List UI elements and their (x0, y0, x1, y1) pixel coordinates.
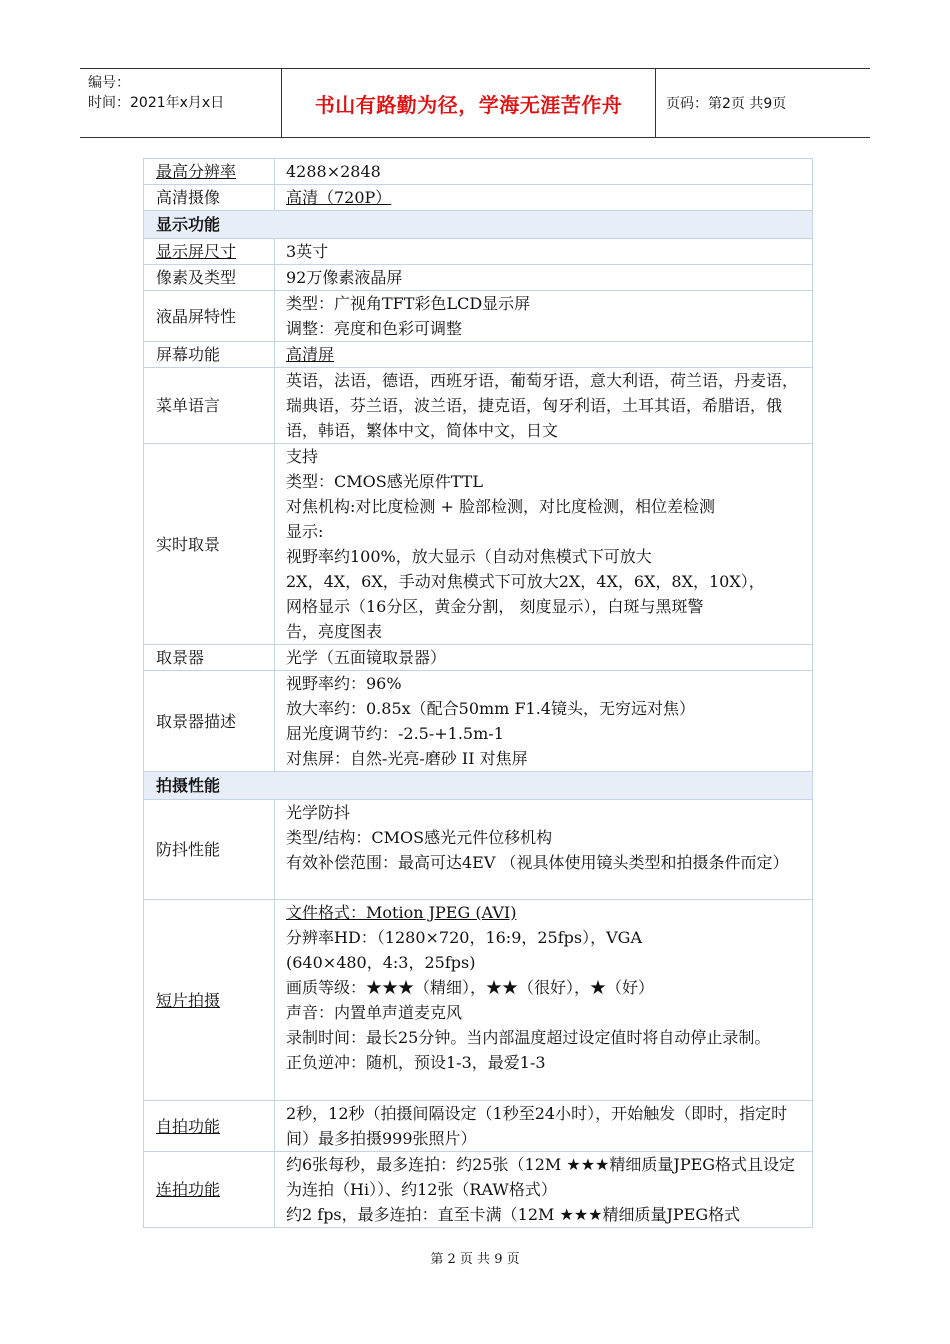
spec-value (275, 671, 813, 772)
spec-value-line: 高清屏 (286, 345, 335, 364)
spec-row (144, 900, 813, 1101)
page-footer: 第 2 页 共 9 页 (430, 1252, 520, 1267)
spec-value-line: 约2 fps，最多连拍：直至卡满（12M ★★★精细质量JPEG格式 (286, 1205, 741, 1224)
spec-label (144, 265, 275, 291)
section-title: 显示功能 (144, 211, 813, 239)
spec-table (143, 158, 813, 1228)
spec-label-text: 菜单语言 (156, 396, 221, 415)
spec-label (144, 159, 275, 185)
spec-value (275, 444, 813, 645)
spec-value (275, 291, 813, 342)
spec-value-line: 视野率约100%，放大显示（自动对焦模式下可放大 (286, 547, 652, 566)
spec-row (144, 645, 813, 671)
spec-value-line: 调整：亮度和色彩可调整 (286, 319, 463, 338)
spec-row (144, 1152, 813, 1228)
spec-label-text: 像素及类型 (156, 268, 237, 287)
spec-value-line: 光学防抖 (286, 803, 351, 822)
spec-value-line: 类型：广视角TFT彩色LCD显示屏 (286, 294, 531, 313)
spec-value-line: 类型：CMOS感光原件TTL (286, 472, 483, 491)
spec-label (144, 239, 275, 265)
spec-value-line: 高清（720P） (286, 188, 392, 207)
spec-value-line: 对焦屏：自然-光亮-磨砂 II 对焦屏 (286, 749, 528, 768)
spec-label (144, 1152, 275, 1228)
spec-value (275, 265, 813, 291)
section-row (144, 211, 813, 239)
spec-value-line: 类型/结构：CMOS感光元件位移机构 (286, 828, 553, 847)
spec-label-text: 取景器 (156, 648, 205, 667)
spec-value-line: 网格显示（16分区，黄金分割， 刻度显示），白斑与黑斑警 (286, 597, 704, 616)
spec-label-text: 实时取景 (156, 534, 221, 554)
spec-label-text: 自拍功能 (156, 1116, 221, 1136)
spec-value-line: 声音：内置单声道麦克风 (286, 1003, 463, 1022)
spec-row (144, 368, 813, 444)
spec-row (144, 239, 813, 265)
spec-value-line: 92万像素液晶屏 (286, 268, 403, 287)
spec-row (144, 185, 813, 211)
spec-value-line: 告，亮度图表 (286, 622, 383, 641)
spec-value-line: 2X，4X，6X，手动对焦模式下可放大2X，4X，6X，8X，10X）， (286, 572, 765, 591)
spec-value-line: 分辨率HD：（1280×720，16:9，25fps），VGA (286, 928, 643, 947)
spec-row (144, 265, 813, 291)
spec-row (144, 1101, 813, 1152)
page-label: 页码：第2页 共9页 (666, 96, 787, 112)
spec-value-line: 4288×2848 (286, 162, 381, 181)
section-title: 拍摄性能 (144, 772, 813, 800)
spec-label (144, 1101, 275, 1152)
spec-value-line: 约6张每秒，最多连拍：约25张（12M ★★★精细质量JPEG格式且设定为连拍（Hi））、约12张（RAW格式） (286, 1155, 796, 1199)
spec-label-text: 防抖性能 (156, 840, 221, 859)
spec-value-line: 屈光度调节约：-2.5-+1.5m-1 (286, 724, 504, 743)
spec-value-line: 3英寸 (286, 242, 329, 261)
spec-value-line: 显示: (286, 522, 324, 541)
spec-value (275, 900, 813, 1101)
spec-label-text: 取景器描述 (156, 711, 237, 731)
spec-value (275, 800, 813, 900)
spec-label (144, 444, 275, 645)
spec-value (275, 645, 813, 671)
spec-label-text: 高清摄像 (156, 188, 221, 207)
spec-label (144, 342, 275, 368)
spec-row (144, 291, 813, 342)
date-label: 时间：2021年x月x日 (88, 95, 225, 111)
page-header (80, 68, 870, 138)
spec-label-text: 显示屏尺寸 (156, 242, 237, 261)
spec-value (275, 1101, 813, 1152)
spec-label-text: 连拍功能 (156, 1180, 221, 1199)
spec-value-line: 对焦机构:对比度检测 + 脸部检测，对比度检测，相位差检测 (286, 497, 715, 516)
spec-value (275, 368, 813, 444)
spec-label-text: 屏幕功能 (156, 345, 221, 364)
spec-row (144, 444, 813, 645)
spec-row (144, 800, 813, 900)
serial-label: 编号： (88, 75, 130, 91)
spec-value (275, 239, 813, 265)
spec-label (144, 645, 275, 671)
spec-label-text: 最高分辨率 (156, 162, 237, 181)
spec-value-line: 英语，法语，德语，西班牙语，葡萄牙语，意大利语，荷兰语，丹麦语，瑞典语，芬兰语，波兰语，捷克语，匈牙利语，土耳其语，希腊语，俄语，韩语，繁体中文，简体中文，日文 (286, 371, 799, 440)
spec-row (144, 671, 813, 772)
spec-label (144, 368, 275, 444)
spec-label (144, 291, 275, 342)
spec-value (275, 185, 813, 211)
spec-label (144, 900, 275, 1101)
spec-value-line: 文件格式：Motion JPEG (AVI) (286, 903, 517, 922)
spec-value-line: 视野率约：96% (286, 674, 402, 693)
spec-label-text: 液晶屏特性 (156, 306, 237, 326)
spec-label-text: 短片拍摄 (156, 990, 221, 1010)
spec-value (275, 342, 813, 368)
motto: 书山有路勤为径，学海无涯苦作舟 (314, 92, 623, 117)
spec-value-line: 正负逆冲：随机，预设1-3，最爱1-3 (286, 1053, 546, 1072)
header-meta (80, 69, 282, 137)
section-row (144, 772, 813, 800)
spec-value (275, 1152, 813, 1228)
spec-row (144, 159, 813, 185)
spec-row (144, 342, 813, 368)
spec-value-line: 2秒，12秒（拍摄间隔设定（1秒至24小时），开始触发（即时，指定时间）最多拍摄999张照片） (286, 1104, 788, 1148)
spec-value (275, 159, 813, 185)
spec-label (144, 671, 275, 772)
spec-value-line: 有效补偿范围：最高可达4EV （视具体使用镜头类型和拍摄条件而定） (286, 853, 789, 872)
spec-value-line: 录制时间：最长25分钟。当内部温度超过设定值时将自动停止录制。 (286, 1028, 771, 1047)
spec-value-line: (640×480，4:3，25fps) (286, 953, 476, 972)
spec-value-line: 支持 (286, 447, 319, 466)
spec-label (144, 800, 275, 900)
spec-value-line: 放大率约：0.85x（配合50mm F1.4镜头，无穷远对焦） (286, 699, 695, 718)
spec-value-line: 画质等级：★★★（精细），★★（很好），★（好） (286, 978, 655, 997)
header-page-cell (656, 69, 870, 137)
spec-value-line: 光学（五面镜取景器） (286, 648, 447, 667)
header-motto-cell (282, 69, 656, 137)
spec-label (144, 185, 275, 211)
